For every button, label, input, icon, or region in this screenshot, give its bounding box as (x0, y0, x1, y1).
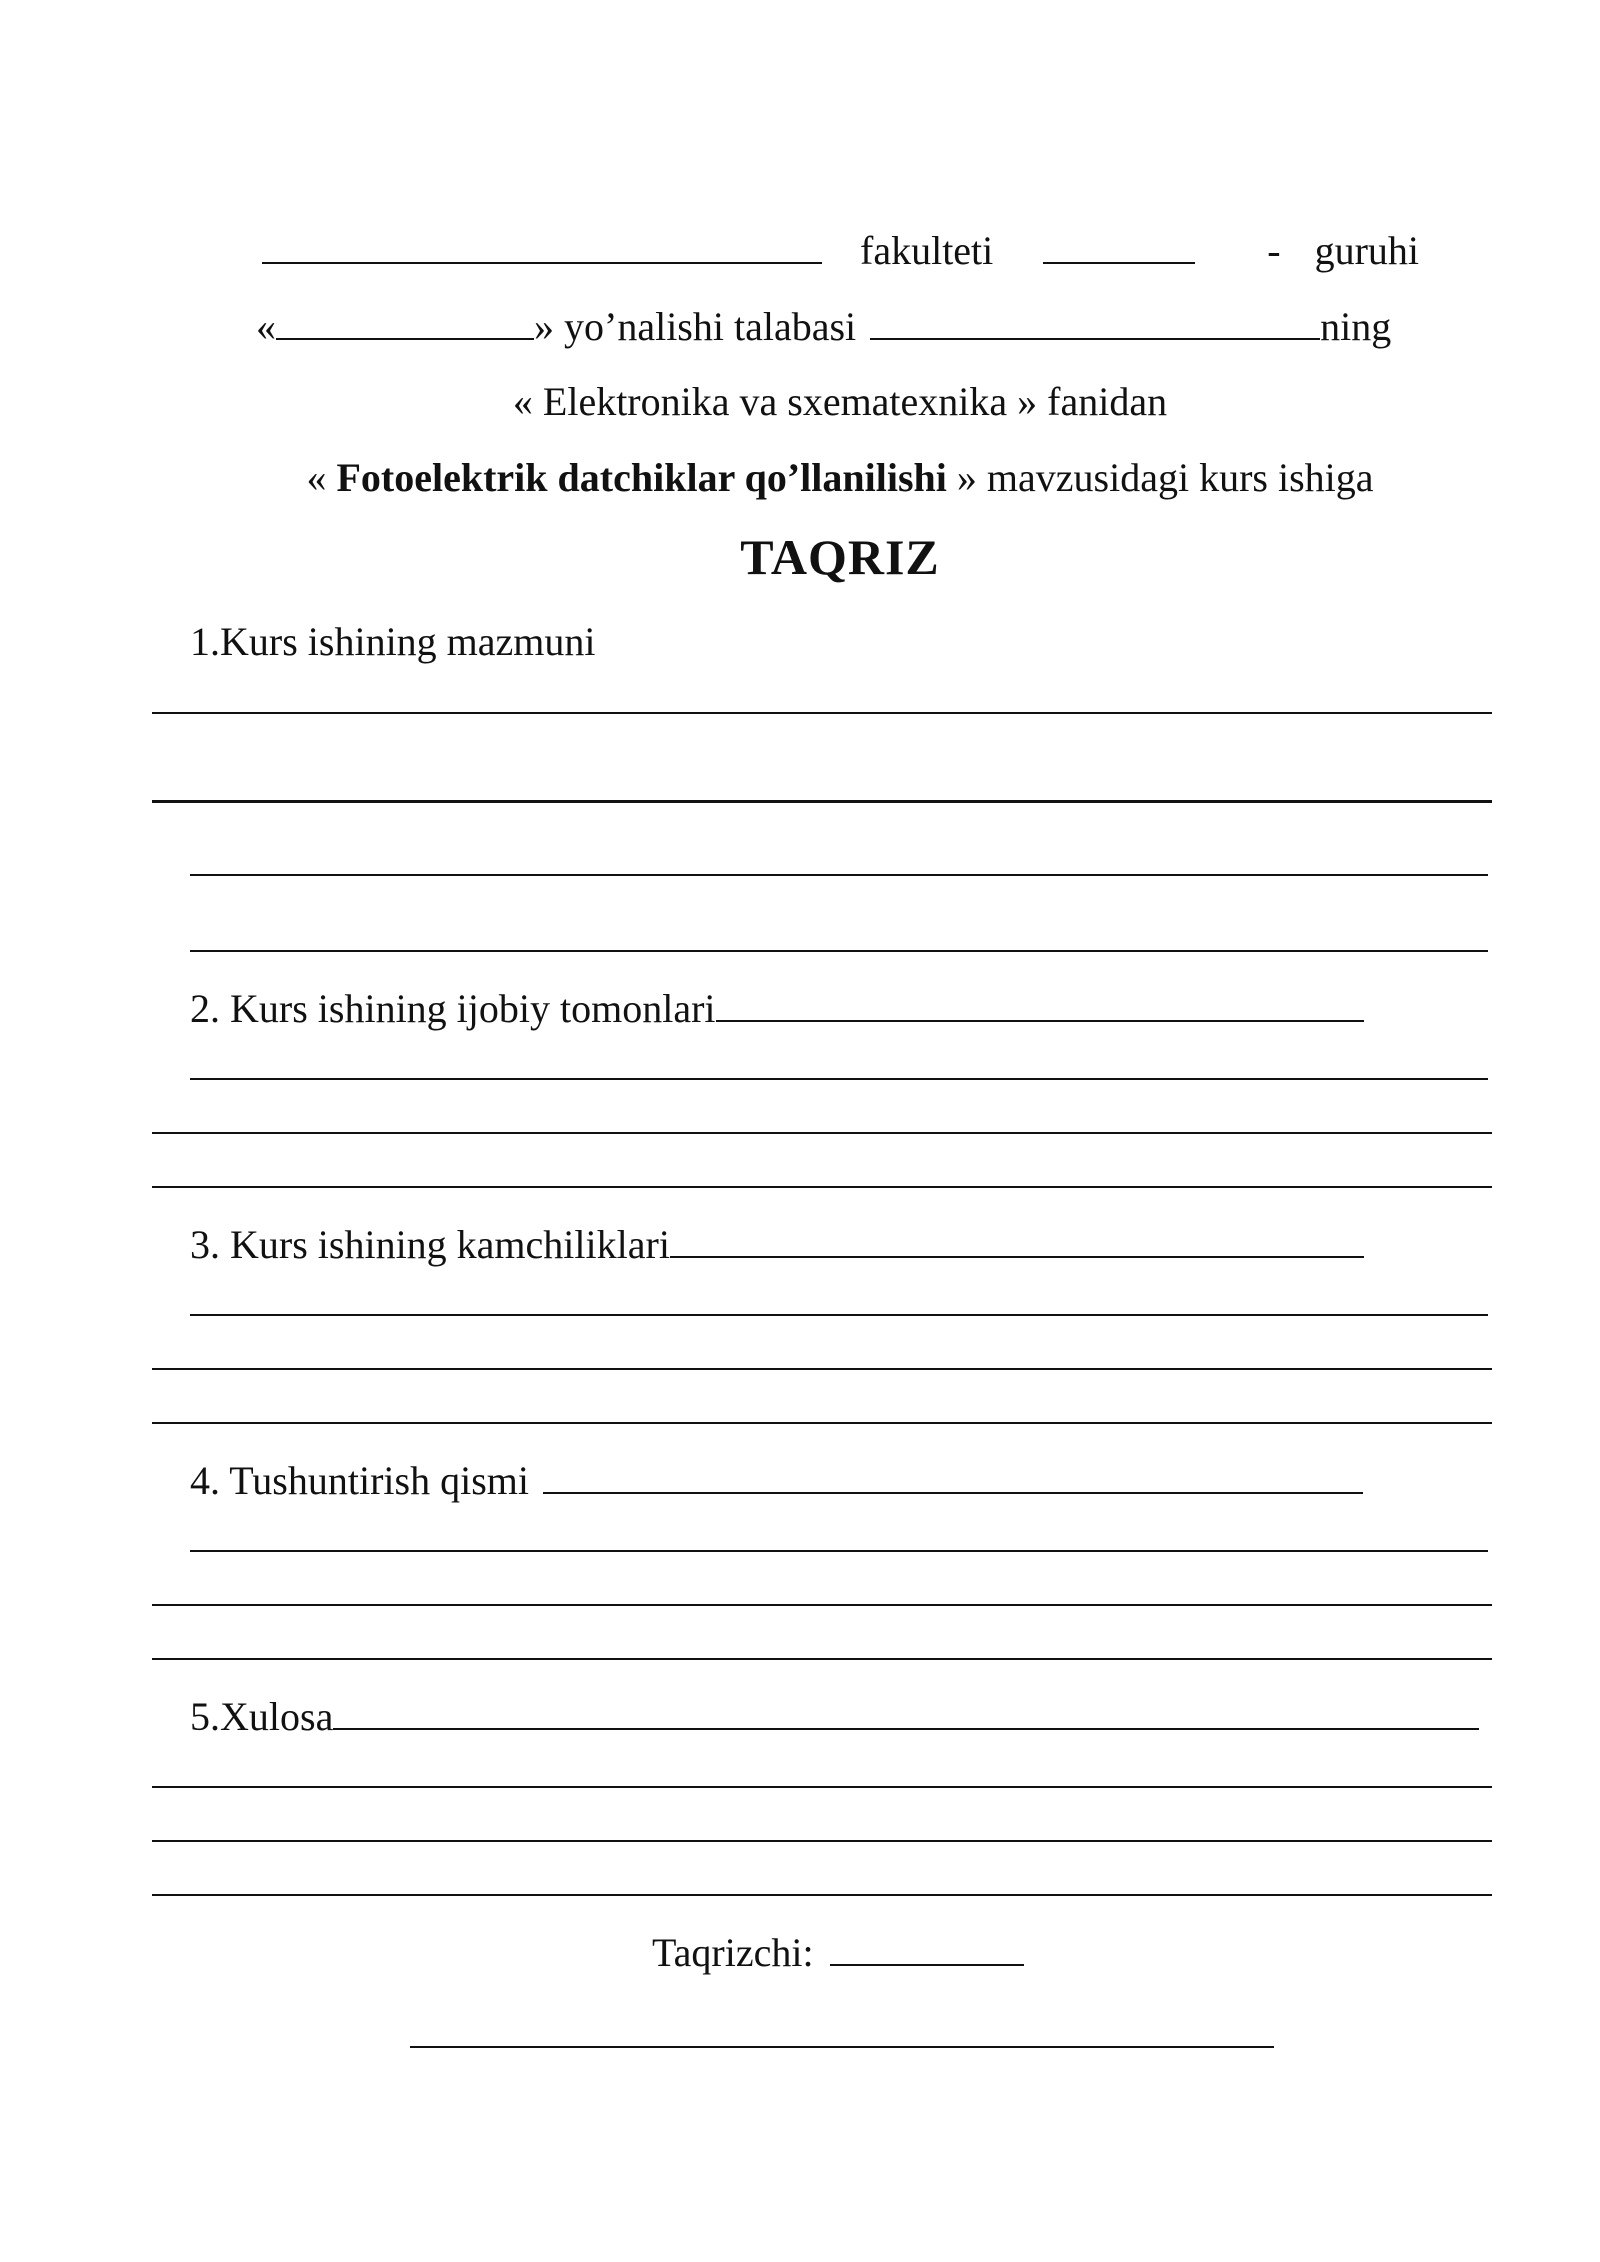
section-2-line-3[interactable] (152, 1186, 1492, 1188)
group-blank[interactable] (1043, 226, 1195, 264)
section-4-text: 4. Tushuntirish qismi (190, 1458, 530, 1503)
student-name-blank[interactable] (870, 302, 1320, 340)
section-1-line-4[interactable] (190, 950, 1488, 952)
direction-quote-open: « (256, 304, 276, 349)
subject-line: « Elektronika va sxematexnika » fanidan (512, 379, 1168, 424)
section-2-inline-blank[interactable] (716, 984, 1364, 1022)
document-title: TAQRIZ (740, 529, 940, 585)
faculty-line (262, 226, 1419, 275)
section-5-line-3[interactable] (152, 1894, 1492, 1896)
direction-blank[interactable] (276, 302, 534, 340)
section-5-line-1[interactable] (152, 1786, 1492, 1788)
section-4-line-3[interactable] (152, 1658, 1492, 1660)
section-3-line-3[interactable] (152, 1422, 1492, 1424)
direction-line (256, 302, 1391, 351)
section-1-line-1[interactable] (152, 712, 1492, 714)
section-5-line-2[interactable] (152, 1840, 1492, 1842)
section-2-line-2[interactable] (152, 1132, 1492, 1134)
reviewer-name-blank[interactable] (830, 1928, 1024, 1966)
group-label: guruhi (1314, 228, 1420, 273)
section-4-inline-blank[interactable] (543, 1456, 1363, 1494)
section-4-line-2[interactable] (152, 1604, 1492, 1606)
reviewer-signature-line[interactable] (410, 2046, 1274, 2048)
section-3-inline-blank[interactable] (670, 1220, 1364, 1258)
section-1-line-2[interactable] (152, 800, 1492, 803)
section-4-line-1[interactable] (190, 1550, 1488, 1552)
direction-label: » yo’nalishi talabasi (534, 304, 857, 349)
section-2-label (190, 984, 1364, 1033)
topic-suffix: » mavzusidagi kurs ishiga (956, 455, 1374, 500)
faculty-blank[interactable] (262, 226, 822, 264)
section-3-label (190, 1220, 1364, 1269)
section-1-label: 1.Kurs ishining mazmuni (190, 619, 596, 664)
section-5-inline-blank[interactable] (333, 1692, 1479, 1730)
section-2-line-1[interactable] (190, 1078, 1488, 1080)
student-suffix: ning (1320, 304, 1392, 349)
reviewer-line (652, 1928, 1024, 1977)
topic-title: Fotoelektrik datchiklar qo’llanilishi (336, 455, 947, 500)
section-4-label (190, 1456, 1363, 1505)
section-3-line-2[interactable] (152, 1368, 1492, 1370)
section-5-label (190, 1692, 1479, 1741)
section-2-text: 2. Kurs ishining ijobiy tomonlari (190, 986, 716, 1031)
section-5-text: 5.Xulosa (190, 1694, 334, 1739)
section-3-text: 3. Kurs ishining kamchiliklari (190, 1222, 670, 1267)
topic-line (0, 454, 1600, 502)
faculty-label: fakulteti (860, 228, 994, 273)
section-3-line-1[interactable] (190, 1314, 1488, 1316)
reviewer-label: Taqrizchi: (652, 1930, 814, 1975)
section-1-line-3[interactable] (190, 874, 1488, 876)
topic-quote-open: « (306, 455, 327, 500)
group-dash: - (1267, 228, 1281, 273)
